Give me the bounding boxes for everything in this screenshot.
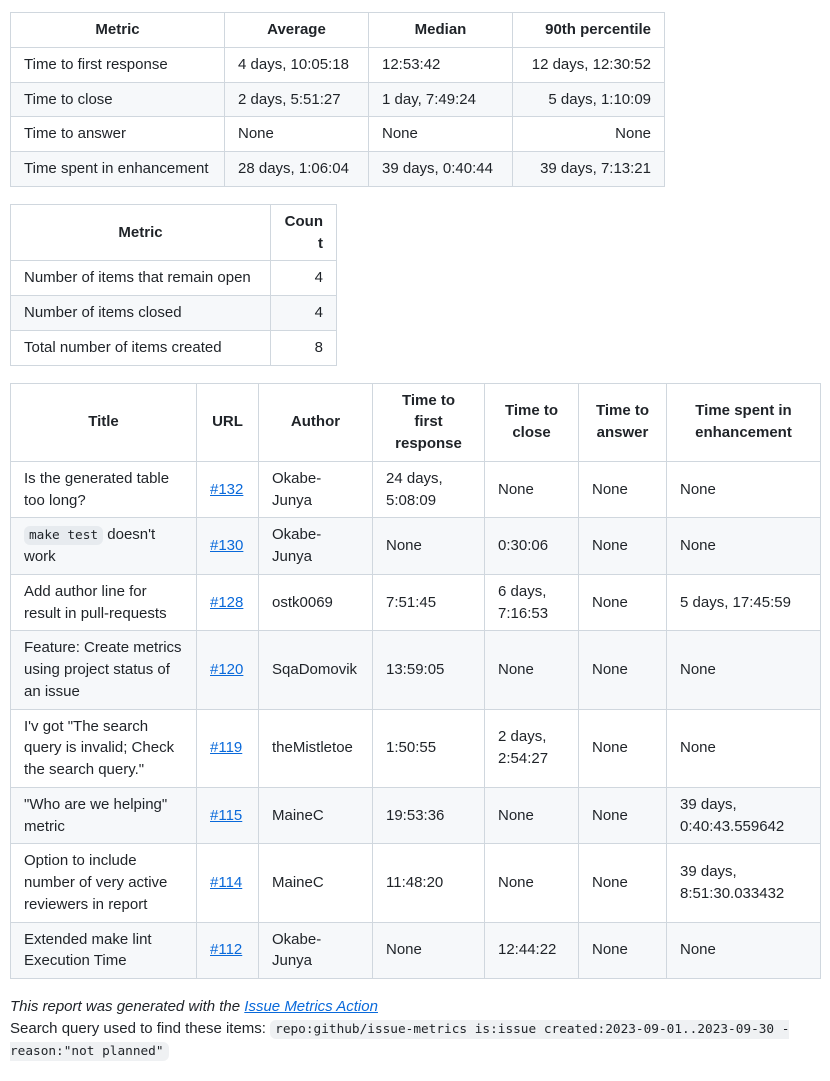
- metric-label-cell: Time to first response: [11, 47, 225, 82]
- table-row: [11, 787, 821, 844]
- table-row: [11, 922, 821, 979]
- median-value-cell: 39 days, 0:40:44: [369, 152, 513, 187]
- time-to-first-response-cell: 7:51:45: [373, 574, 485, 631]
- issue-author-cell: Okabe-Junya: [259, 518, 373, 575]
- time-spent-in-enhancement-cell: 5 days, 17:45:59: [667, 574, 821, 631]
- time-to-first-response-cell: 1:50:55: [373, 709, 485, 787]
- time-to-close-cell: None: [485, 461, 579, 518]
- table-row: [11, 330, 337, 365]
- table-row: [11, 844, 821, 922]
- time-to-answer-cell: None: [579, 709, 667, 787]
- time-to-answer-cell: None: [579, 518, 667, 575]
- issue-title-cell: "Who are we helping" metric: [11, 787, 197, 844]
- table-row: [11, 518, 821, 575]
- col-header-time-to-first-response: Time to first response: [373, 383, 485, 461]
- issue-title-cell: [11, 518, 197, 575]
- average-value-cell: 28 days, 1:06:04: [225, 152, 369, 187]
- time-to-answer-cell: None: [579, 461, 667, 518]
- table-row: [11, 574, 821, 631]
- issue-url-cell: [197, 631, 259, 709]
- time-to-answer-cell: None: [579, 631, 667, 709]
- summary-metrics-table: [10, 12, 665, 187]
- inline-code: make test: [24, 526, 103, 545]
- metric-label-cell: Time to answer: [11, 117, 225, 152]
- average-value-cell: 4 days, 10:05:18: [225, 47, 369, 82]
- issue-link[interactable]: #114: [210, 874, 243, 891]
- table-row: [11, 296, 337, 331]
- time-spent-in-enhancement-cell: None: [667, 631, 821, 709]
- issue-title-cell: Feature: Create metrics using project status of an issue: [11, 631, 197, 709]
- issue-url-cell: [197, 461, 259, 518]
- time-to-first-response-cell: 13:59:05: [373, 631, 485, 709]
- issue-link[interactable]: #112: [210, 941, 243, 959]
- count-value-cell: 4: [271, 296, 337, 331]
- time-to-answer-cell: None: [579, 787, 667, 844]
- table-header-row: [11, 383, 821, 461]
- time-spent-in-enhancement-cell: None: [667, 518, 821, 575]
- percentile-value-cell: None: [513, 117, 665, 152]
- col-header-average: Average: [225, 13, 369, 48]
- time-to-first-response-cell: 24 days, 5:08:09: [373, 461, 485, 518]
- footer-paragraph: [10, 996, 820, 1061]
- issue-link[interactable]: #132: [210, 480, 244, 498]
- time-to-answer-cell: None: [579, 574, 667, 631]
- average-value-cell: None: [225, 117, 369, 152]
- issue-title-cell: Option to include number of very active reviewers in report: [11, 844, 197, 922]
- table-row: [11, 117, 665, 152]
- issue-url-cell: [197, 574, 259, 631]
- time-spent-in-enhancement-cell: None: [667, 922, 821, 979]
- issue-link[interactable]: #119: [210, 739, 243, 757]
- table-header-row: [11, 13, 665, 48]
- issue-title-cell: I'v got "The search query is invalid; Check the search query.": [11, 709, 197, 787]
- percentile-value-cell: 5 days, 1:10:09: [513, 82, 665, 117]
- percentile-value-cell: 12 days, 12:30:52: [513, 47, 665, 82]
- issue-url-cell: [197, 709, 259, 787]
- issue-link[interactable]: #128: [210, 593, 244, 611]
- table-row: [11, 47, 665, 82]
- issue-title-text: doesn't work: [24, 526, 156, 565]
- time-to-first-response-cell: 19:53:36: [373, 787, 485, 844]
- issue-title-cell: Extended make lint Execution Time: [11, 922, 197, 979]
- table-row: [11, 152, 665, 187]
- count-value-cell: 4: [271, 261, 337, 296]
- table-row: [11, 631, 821, 709]
- median-value-cell: 1 day, 7:49:24: [369, 82, 513, 117]
- col-header-url: URL: [197, 383, 259, 461]
- metric-label-cell: Total number of items created: [11, 330, 271, 365]
- issue-link[interactable]: #130: [210, 537, 244, 555]
- metric-label-cell: Number of items closed: [11, 296, 271, 331]
- count-value-cell: 8: [271, 330, 337, 365]
- generated-with-text: This report was generated with the: [10, 998, 245, 1015]
- time-spent-in-enhancement-cell: 39 days, 0:40:43.559642: [667, 787, 821, 844]
- col-header-time-to-close: Time to close: [485, 383, 579, 461]
- issue-url-cell: [197, 922, 259, 979]
- col-header-title: Title: [11, 383, 197, 461]
- time-to-close-cell: None: [485, 787, 579, 844]
- time-to-close-cell: 0:30:06: [485, 518, 579, 575]
- metric-label-cell: Number of items that remain open: [11, 261, 271, 296]
- time-to-first-response-cell: 11:48:20: [373, 844, 485, 922]
- col-header-time-to-answer: Time to answer: [579, 383, 667, 461]
- time-spent-in-enhancement-cell: None: [667, 709, 821, 787]
- time-to-first-response-cell: None: [373, 518, 485, 575]
- issue-link[interactable]: #120: [210, 661, 244, 678]
- issue-url-cell: [197, 844, 259, 922]
- metric-label-cell: Time to close: [11, 82, 225, 117]
- percentile-value-cell: 39 days, 7:13:21: [513, 152, 665, 187]
- time-to-close-cell: 6 days, 7:16:53: [485, 574, 579, 631]
- time-to-close-cell: None: [485, 631, 579, 709]
- table-row: [11, 261, 337, 296]
- issues-table: [10, 383, 821, 980]
- issue-author-cell: Okabe-Junya: [259, 922, 373, 979]
- issue-link[interactable]: #115: [210, 806, 243, 824]
- search-query-label: Search query used to find these items:: [10, 1019, 271, 1037]
- issue-author-cell: Okabe-Junya: [259, 461, 373, 518]
- issue-author-cell: MaineC: [259, 844, 373, 922]
- time-to-close-cell: 2 days, 2:54:27: [485, 709, 579, 787]
- items-count-table: [10, 204, 337, 366]
- median-value-cell: 12:53:42: [369, 47, 513, 82]
- col-header-metric: Metric: [11, 204, 271, 261]
- col-header-90th-percentile: 90th percentile: [513, 13, 665, 48]
- time-spent-in-enhancement-cell: 39 days, 8:51:30.033432: [667, 844, 821, 922]
- col-header-metric: Metric: [11, 13, 225, 48]
- time-to-close-cell: 12:44:22: [485, 922, 579, 979]
- issue-author-cell: MaineC: [259, 787, 373, 844]
- issue-url-cell: [197, 518, 259, 575]
- issue-author-cell: theMistletoe: [259, 709, 373, 787]
- col-header-median: Median: [369, 13, 513, 48]
- time-to-answer-cell: None: [579, 922, 667, 979]
- time-to-first-response-cell: None: [373, 922, 485, 979]
- time-spent-in-enhancement-cell: None: [667, 461, 821, 518]
- table-row: [11, 461, 821, 518]
- report-footer: [10, 996, 820, 1061]
- median-value-cell: None: [369, 117, 513, 152]
- col-header-time-spent-in-enhancement: Time spent in enhancement: [667, 383, 821, 461]
- time-to-close-cell: None: [485, 844, 579, 922]
- metric-label-cell: Time spent in enhancement: [11, 152, 225, 187]
- issue-metrics-action-link[interactable]: Issue Metrics Action: [244, 998, 378, 1015]
- issue-url-cell: [197, 787, 259, 844]
- issue-author-cell: SqaDomovik: [259, 631, 373, 709]
- col-header-count: Count: [271, 204, 337, 261]
- table-row: [11, 82, 665, 117]
- table-header-row: [11, 204, 337, 261]
- table-row: [11, 709, 821, 787]
- average-value-cell: 2 days, 5:51:27: [225, 82, 369, 117]
- issue-author-cell: ostk0069: [259, 574, 373, 631]
- time-to-answer-cell: None: [579, 844, 667, 922]
- col-header-author: Author: [259, 383, 373, 461]
- issue-title-cell: Is the generated table too long?: [11, 461, 197, 518]
- search-query-code: repo:github/issue-metrics is:issue created:2023-09-01..2023-09-30 -reason:"not planned": [10, 1021, 790, 1059]
- issue-title-cell: Add author line for result in pull-requests: [11, 574, 197, 631]
